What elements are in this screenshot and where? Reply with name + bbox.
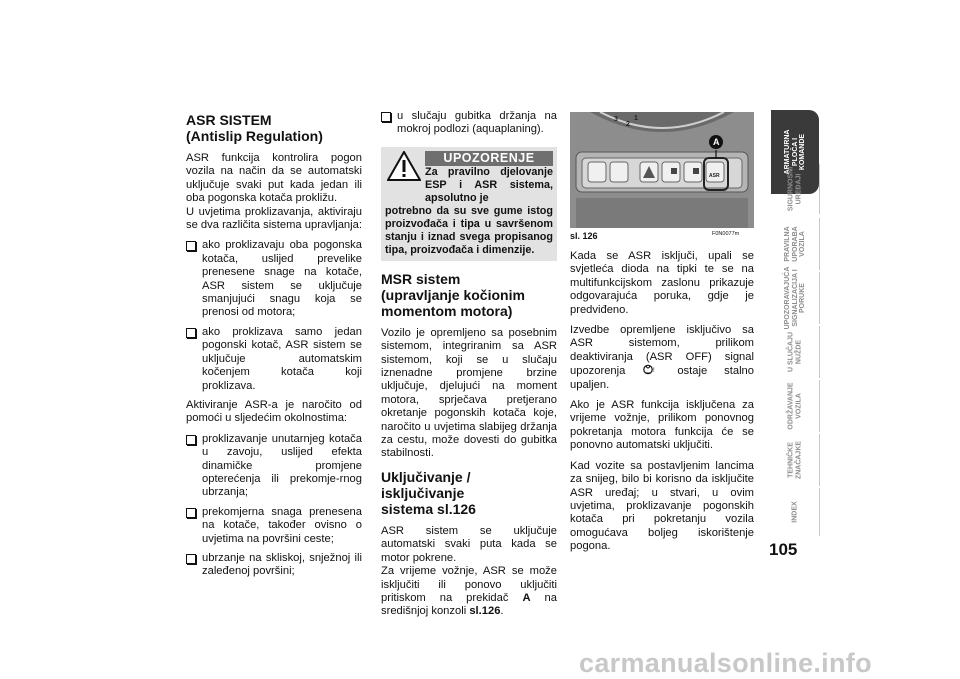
onoff-text2-a: Za vrijeme vožnje, ASR se može isključiti ili ponovo uključiti pritiskom na prekidač [381, 565, 557, 604]
tab-u-slucaju-nuzde[interactable] [771, 326, 820, 378]
warning-text-first: Za pravilno djelovanje ESP i ASR sistema, apsolutno je [425, 165, 553, 204]
bullet-text: ako proklizava samo jedan pogonski kotač, ASR sistem se uključuje automatskim kočenjem kotača koji proklizava. [202, 325, 362, 392]
activation-text: Aktiviranje ASR-a je naročito od pomoći u sljedećim okolnostima: [186, 398, 362, 425]
svg-text:!: ! [653, 368, 656, 375]
bullet-item [381, 110, 557, 137]
asr-intro-text: ASR funkcija kontrolira pogon vozila na način da se automatski uključuje svaki put kada jedan ili oba pogonska kotača prokližu. [186, 152, 362, 205]
col3-p3: Ako je ASR funkcija isključena za vrijeme vožnje, prilikom ponovnog pokretanja motora funkcija će se ponovno automatski uključiti. [570, 399, 754, 452]
onoff-text2-c: na središnjoj konzoli [381, 591, 557, 618]
bullet-checkbox-icon [186, 508, 196, 518]
asr-intro [186, 152, 362, 206]
col3-p2 [570, 324, 754, 392]
dial-number: 1 [634, 115, 638, 122]
dial-number: 3 [614, 116, 618, 123]
onoff-heading: Uključivanje / isključivanje sistema sl.126 [381, 468, 476, 517]
col3-p1: Kada se ASR isključi, upali se svjetleća dioda na tipki te se na multifunkcijskom zaslonu prikazuje odgovarajuća poruka, gdje je predviđeno. [570, 250, 754, 316]
tab-index[interactable] [771, 488, 820, 536]
bullet-text: u slučaju gubitka držanja na mokroj podlozi (aquaplaning). [397, 110, 557, 136]
tab-label: TEHNIČKE ZNAČAJKE [787, 440, 802, 480]
warning-title: UPOZORENJE [425, 151, 553, 166]
bullet-item [186, 433, 362, 500]
figure-code: F0N0077m [712, 231, 740, 237]
tab-label: ODRŽAVANJE VOZILA [787, 382, 802, 430]
dial-number: 2 [626, 121, 630, 128]
tab-label: SIGURNOSNI UREĐAJI [787, 166, 802, 212]
figure-console-photo [570, 112, 754, 228]
column-left [186, 112, 362, 585]
onoff-text2 [381, 565, 557, 619]
watermark: carmanualsonline.info [579, 648, 872, 678]
callout-a: A [713, 137, 720, 147]
column-middle [381, 110, 557, 626]
switch-a-ref: A [522, 591, 531, 604]
tab-odrzavanje-vozila[interactable] [771, 380, 820, 432]
bullet-text: proklizavanje unutarnjeg kotača u zavoju, uslijed efekta dinamičke promjene opterećenja ili prekomje-rnog ubrzanja; [202, 432, 362, 499]
tab-upozoravajuca-signalizacija[interactable] [771, 266, 820, 330]
tab-label: U SLUČAJU NUŽDE [787, 331, 802, 373]
tab-tehnicke-znacajke[interactable] [771, 434, 820, 486]
tab-sigurnosni-uredaji[interactable] [771, 164, 820, 214]
figure-label: sl. 126 [570, 231, 598, 241]
warning-triangle-icon [387, 151, 421, 181]
msr-heading: MSR sistem (upravljanje kočionim momentom motora) [381, 270, 525, 319]
warning-box [381, 147, 557, 261]
page-number: 105 [769, 540, 798, 559]
console-illustration [570, 112, 754, 228]
bullet-checkbox-icon [186, 435, 196, 445]
bullet-checkbox-icon [186, 554, 196, 564]
onoff-text1 [381, 525, 557, 565]
warning-text-rest: potrebno da su sve gume istog proizvođača i tipa u savršenom stanju i iznad svega propisanog tipa, proizvođača i dimenzije. [385, 204, 553, 256]
column-right [570, 250, 754, 561]
bullet-item [186, 326, 362, 393]
asr-button-label: ASR [709, 173, 720, 179]
figure-ref: sl.126 [469, 605, 501, 618]
asr-intro2: U uvjetima proklizavanja, aktiviraju se dva različita sistema upravljanja: [186, 205, 362, 232]
msr-text: Vozilo je opremljeno sa posebnim sistemom, integriranim sa ASR sistemom, koji se u slučaju iznenadne promjene brzine uključuje, djelujući na moment motora, sprječava pretjerano okretanje pogonskih kotača koje, naročito u uvjetima slabijeg držanja za cestu, može dovesti do gubitka stabilnosti. [381, 326, 557, 460]
bullet-item [186, 506, 362, 546]
bullet-checkbox-icon [186, 241, 196, 251]
col3-p4: Kad vozite sa postavljenim lancima za snijeg, bilo bi korisno da isključite ASR uređaj; u stvari, u ovim uvjetima, proklizavanje pogonskih kotača pri pokretanju vozila omogućava boljeg iskorištenje pogona. [570, 459, 754, 553]
bullet-checkbox-icon [381, 112, 391, 122]
esp-warning-light-icon [642, 364, 660, 375]
bullet-item [186, 552, 362, 579]
asr-heading: ASR SISTEM (Antislip Regulation) [186, 112, 323, 144]
onoff-text1-span: ASR sistem se uključuje automatski svaki puta kada se motor pokrene. [381, 524, 557, 564]
tab-label: ARMATURNA PLOČA I KOMANDE [783, 129, 806, 175]
tab-label: PRAVILNA UPORABA VOZILA [783, 226, 806, 262]
bullet-text: ubrzanje na skliskoj, snježnoj ili zaleđenoj površini; [202, 551, 362, 578]
bullet-text: prekomjerna snaga prenesena na kotače, također ovisno o uvjetima na površini ceste; [202, 505, 362, 545]
tab-pravilna-uporaba[interactable] [771, 218, 820, 270]
tab-label: INDEX [791, 501, 799, 523]
bullet-checkbox-icon [186, 328, 196, 338]
bullet-text: ako proklizavaju oba pogonska kotača, uslijed prevelike prenesene snage na kotače, ASR sistem se uključuje smanjujući snagu koja se prenosi od motora; [202, 239, 362, 319]
col3-p2-a: Izvedbe opremljene isključivo sa ASR sistemom, prilikom deaktiviranja (ASR OFF) signal upozorenja [570, 324, 754, 378]
tab-label: UPOZORAVAJUĆA SIGNALIZACIJA I PORUKE [783, 266, 806, 330]
onoff-text2-e: . [500, 605, 504, 618]
col3-p2-b: ostaje stalno upaljen. [570, 365, 754, 391]
bullet-item [186, 239, 362, 319]
